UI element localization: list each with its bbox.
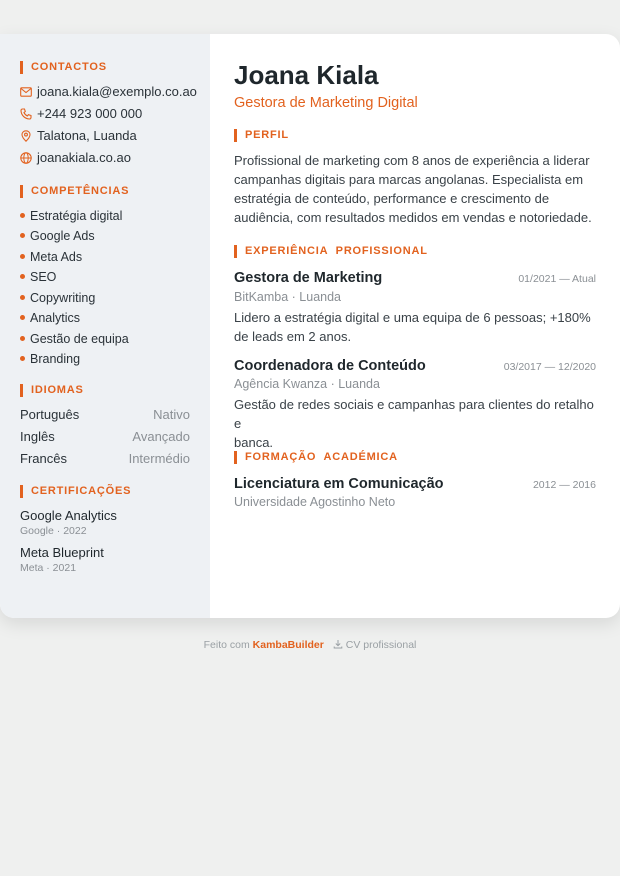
contact-phone[interactable] [20, 106, 142, 122]
globe-icon [20, 152, 32, 164]
footer-made-with: Feito com [203, 639, 250, 651]
profile-text: Profissional de marketing com 8 anos de experiência a liderar campanhas digitais para marcas angolanas. Especialista em estratégia de conteúdo, performance e crescimento de audiência, com resultados medidos em vendas e notoriedade. [234, 153, 592, 225]
skill-item: Copywriting [20, 290, 95, 306]
degree-title: Licenciatura em Comunicação [234, 476, 444, 492]
contact-website[interactable] [20, 150, 131, 166]
sidebar [0, 34, 210, 618]
footer [0, 639, 620, 651]
contact-email[interactable] [20, 84, 197, 100]
experience-heading: EXPERIÊNCIA PROFISSIONAL [234, 245, 428, 258]
skill-item: SEO [20, 269, 56, 285]
footer-brand-link[interactable]: KambaBuilder [252, 639, 324, 651]
skill-item: Google Ads [20, 228, 95, 244]
download-icon [333, 639, 343, 649]
contacts-heading: CONTACTOS [20, 61, 107, 74]
job-title: Coordenadora de Conteúdo [234, 358, 426, 374]
contact-location-text: Talatona, Luanda [37, 128, 137, 143]
job-company: BitKamba · Luanda [234, 290, 342, 304]
language-row [20, 429, 190, 445]
job-company: Agência Kwanza · Luanda [234, 377, 380, 391]
certifications-heading: CERTIFICAÇÕES [20, 485, 131, 498]
cert-meta: Meta · 2021 [20, 562, 77, 574]
language-name: Português [20, 407, 80, 422]
cert-name: Google Analytics [20, 508, 117, 523]
language-name: Francês [20, 451, 67, 466]
education-heading: FORMAÇÃO ACADÉMICA [234, 451, 398, 464]
main-content [234, 34, 596, 618]
cv-card [0, 34, 620, 618]
education-dates: 2012 — 2016 [532, 479, 596, 491]
contact-website-text: joanakiala.co.ao [37, 150, 131, 165]
skill-item: Analytics [20, 310, 80, 326]
job-description: Lidero a estratégia digital e uma equipa de 6 pessoas; +180% de leads em 2 anos. [234, 310, 591, 344]
skill-item: Meta Ads [20, 249, 82, 265]
skill-item: Estratégia digital [20, 208, 122, 224]
education-header [234, 475, 596, 493]
mail-icon [20, 86, 32, 98]
phone-icon [20, 108, 32, 120]
person-name: Joana Kiala [234, 60, 379, 90]
cert-name: Meta Blueprint [20, 545, 104, 560]
language-level: Nativo [153, 407, 190, 422]
job-description: Gestão de redes sociais e campanhas para clientes do retalho e banca. [234, 397, 594, 450]
language-name: Inglês [20, 429, 55, 444]
language-level: Intermédio [128, 451, 190, 466]
job-header [234, 357, 596, 375]
job-title: Gestora de Marketing [234, 270, 383, 286]
skill-item: Branding [20, 351, 80, 367]
location-icon [20, 130, 32, 142]
profile-heading: PERFIL [234, 129, 289, 142]
contact-location [20, 128, 137, 144]
skill-item: Gestão de equipa [20, 331, 129, 347]
language-row [20, 407, 190, 423]
contact-email-text: joana.kiala@exemplo.co.ao [37, 84, 197, 99]
footer-badge[interactable]: CV profissional [345, 639, 417, 651]
job-dates: 01/2021 — Atual [518, 273, 596, 285]
job-role: Gestora de Marketing Digital [234, 95, 418, 111]
language-level: Avançado [132, 429, 190, 444]
job-dates: 03/2017 — 12/2020 [503, 361, 596, 373]
language-row [20, 451, 190, 467]
skills-heading: COMPETÊNCIAS [20, 185, 129, 198]
languages-heading: IDIOMAS [20, 384, 84, 397]
contact-phone-text: +244 923 000 000 [37, 106, 143, 121]
job-header [234, 269, 596, 287]
cert-meta: Google · 2022 [20, 525, 87, 537]
school-name: Universidade Agostinho Neto [234, 495, 396, 509]
